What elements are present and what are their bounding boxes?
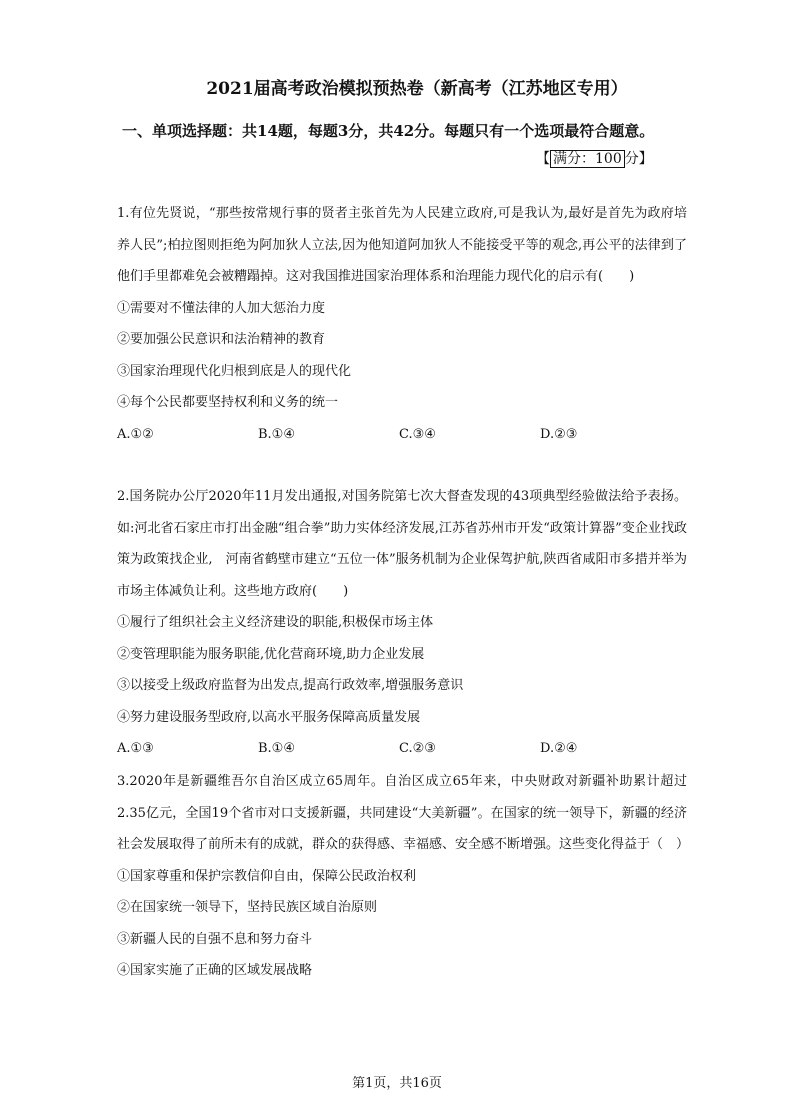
statement-item: ①需要对不懂法律的人加大惩治力度 (117, 300, 326, 316)
score-box (536, 148, 653, 168)
statement-item: ③以接受上级政府监督为出发点,提高行政效率,增强服务意识 (117, 678, 464, 693)
section-heading: 一、单项选择题：共14题，每题3分，共42分。每题只有一个选项最符合题意。 (122, 122, 655, 140)
question-stem: 2.国务院办公厅2020年11月发出通报,对国务院第七次大督查发现的43项典型经验做法给予表扬。如:河北省石家庄市打出金融“组合拳”助力实体经济发展,江苏省苏州市开发“政策计算器”变企业找政策为政策找企业, 河南省鹤壁市建立“五位一体”服务机制为企业保驾护航,陕西省咸阳市多措并举为市场主体减负让利。这些地方政府( ) (117, 489, 687, 599)
answer-options (117, 419, 687, 451)
statement-item: ②在国家统一领导下，坚持民族区域自治原则 (117, 900, 378, 915)
option-a[interactable]: A.①③ (117, 741, 154, 756)
question-2 (117, 481, 687, 765)
statement-item: ③国家治理现代化归根到底是人的现代化 (117, 363, 352, 379)
option-c[interactable]: C.③④ (399, 426, 436, 442)
statement-item: ③新疆人民的自强不息和努力奋斗 (117, 931, 313, 947)
option-c[interactable]: C.②③ (399, 741, 436, 756)
statement-item: ④国家实施了正确的区域发展战略 (117, 963, 313, 978)
option-d[interactable]: D.②④ (540, 741, 578, 756)
option-b[interactable]: B.①④ (258, 741, 295, 756)
question-stem: 3.2020年是新疆维吾尔自治区成立65周年。自治区成立65年来，中央财政对新疆补助累计超过2.35亿元，全国19个省市对口支援新疆，共同建设“大美新疆”。在国家的统一领导下，新疆的经济社会发展取得了前所未有的成就，群众的获得感、幸福感、安全感不断增强。这些变化得益于（ ） (117, 774, 690, 852)
statement-item: ①履行了组织社会主义经济建设的职能,积极保市场主体 (117, 615, 434, 630)
question-stem: 1.有位先贤说，“那些按常规行事的贤者主张首先为人民建立政府,可是我认为,最好是首先为政府培养人民”;柏拉图则拒绝为阿加狄人立法,因为他知道阿加狄人不能接受平等的观念,再公平的法律到了他们手里都难免会被糟蹋掉。这对我国推进国家治理体系和治理能力现代化的启示有( ) (117, 206, 687, 284)
page-number: 第1页，共16页 (352, 1076, 442, 1091)
option-d[interactable]: D.②③ (540, 426, 578, 442)
question-3 (117, 766, 690, 987)
page-title: 2021届高考政治模拟预热卷（新高考（江苏地区专用） (206, 79, 628, 99)
statement-item: ②要加强公民意识和法治精神的教育 (117, 332, 326, 347)
statement-item: ④努力建设服务型政府,以高水平服务保障高质量发展 (117, 709, 421, 725)
score-bracket-right: 分】 (624, 151, 653, 167)
option-b[interactable]: B.①④ (258, 426, 295, 442)
answer-options (117, 733, 687, 765)
score-label: 满分：100 (550, 150, 625, 168)
question-1 (117, 198, 687, 450)
statement-item: ①国家尊重和保护宗教信仰自由，保障公民政治权利 (117, 868, 417, 884)
score-bracket-left: 【 (536, 151, 550, 167)
statement-item: ④每个公民都要坚持权利和义务的统一 (117, 395, 339, 410)
option-a[interactable]: A.①② (117, 426, 154, 442)
statement-item: ②变管理职能为服务职能,优化营商环境,助力企业发展 (117, 646, 425, 662)
